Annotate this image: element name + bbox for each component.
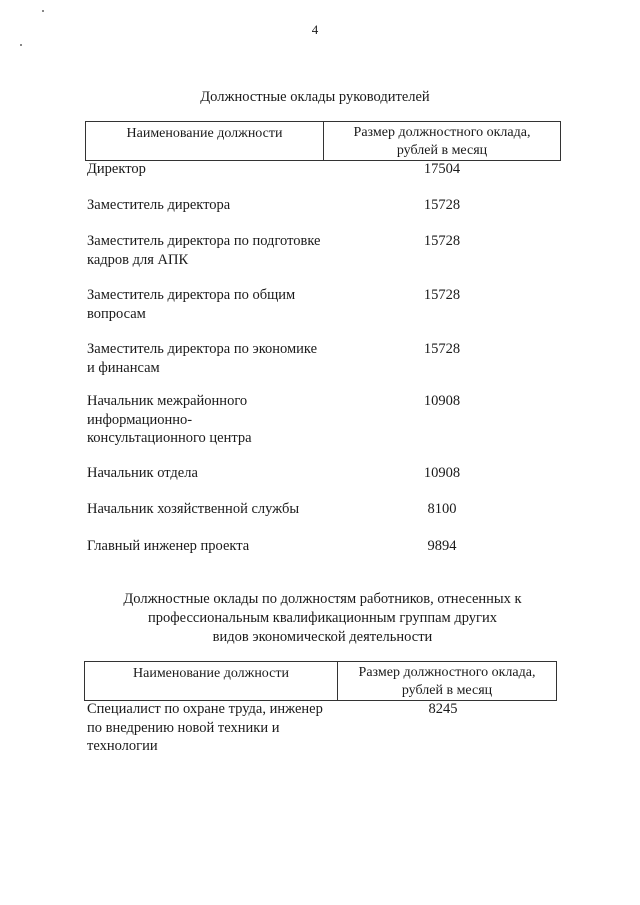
section1-heading: Должностные оклады руководителей [200,89,430,105]
section1-table-header [85,121,561,161]
table-row-name: Заместитель директора [87,197,231,213]
column-header-salary [324,122,560,160]
section2-table-header [84,661,557,701]
table-row-salary: 15728 [423,233,461,249]
column-header-salary-line1: Размер должностного оклада, [358,665,536,680]
column-header-position: Наименование должности [86,122,324,160]
scan-speck [20,44,22,46]
section2-heading-line2: профессиональным квалификационным группам других [148,610,497,626]
table-row-name: Заместитель директора по общим вопросам [87,287,296,322]
table-row-name: Заместитель директора по подготовке кадров для АПК [87,233,321,268]
table-row-salary: 15728 [423,197,461,213]
table-row-salary: 15728 [423,287,461,303]
table-row-name: Начальник хозяйственной службы [87,501,300,517]
table-row-salary: 10908 [423,465,461,481]
column-header-salary-line1: Размер должностного оклада, [353,125,531,140]
table-row-name: Главный инженер проекта [87,538,250,554]
table-row-salary: 9894 [427,538,457,554]
table-row-name: Начальник отдела [87,465,198,481]
page-number: 4 [311,22,319,37]
table-row-salary: 8245 [428,701,458,717]
column-header-position: Наименование должности [85,662,338,700]
table-row-name: Специалист по охране труда, инженер по внедрению новой техники и технологии [87,701,323,754]
section2-heading-line1: Должностные оклады по должностям работников, отнесенных к [123,591,522,607]
section2-heading-line3: видов экономической деятельности [212,629,433,645]
table-row-salary: 17504 [423,161,461,177]
table-row-name: Заместитель директора по экономике и финансам [87,341,318,376]
table-row-salary: 10908 [423,393,461,409]
column-header-salary-line2: рублей в месяц [396,143,488,158]
table-row-name: Начальник межрайонного информационно-консультационного центра [87,393,252,446]
column-header-salary-line2: рублей в месяц [401,683,493,698]
section2-heading [60,590,585,647]
table-row-salary: 8100 [427,501,457,517]
scan-speck [42,10,44,12]
table-row-name: Директор [87,161,146,177]
table-row-salary: 15728 [423,341,461,357]
column-header-salary [338,662,556,700]
